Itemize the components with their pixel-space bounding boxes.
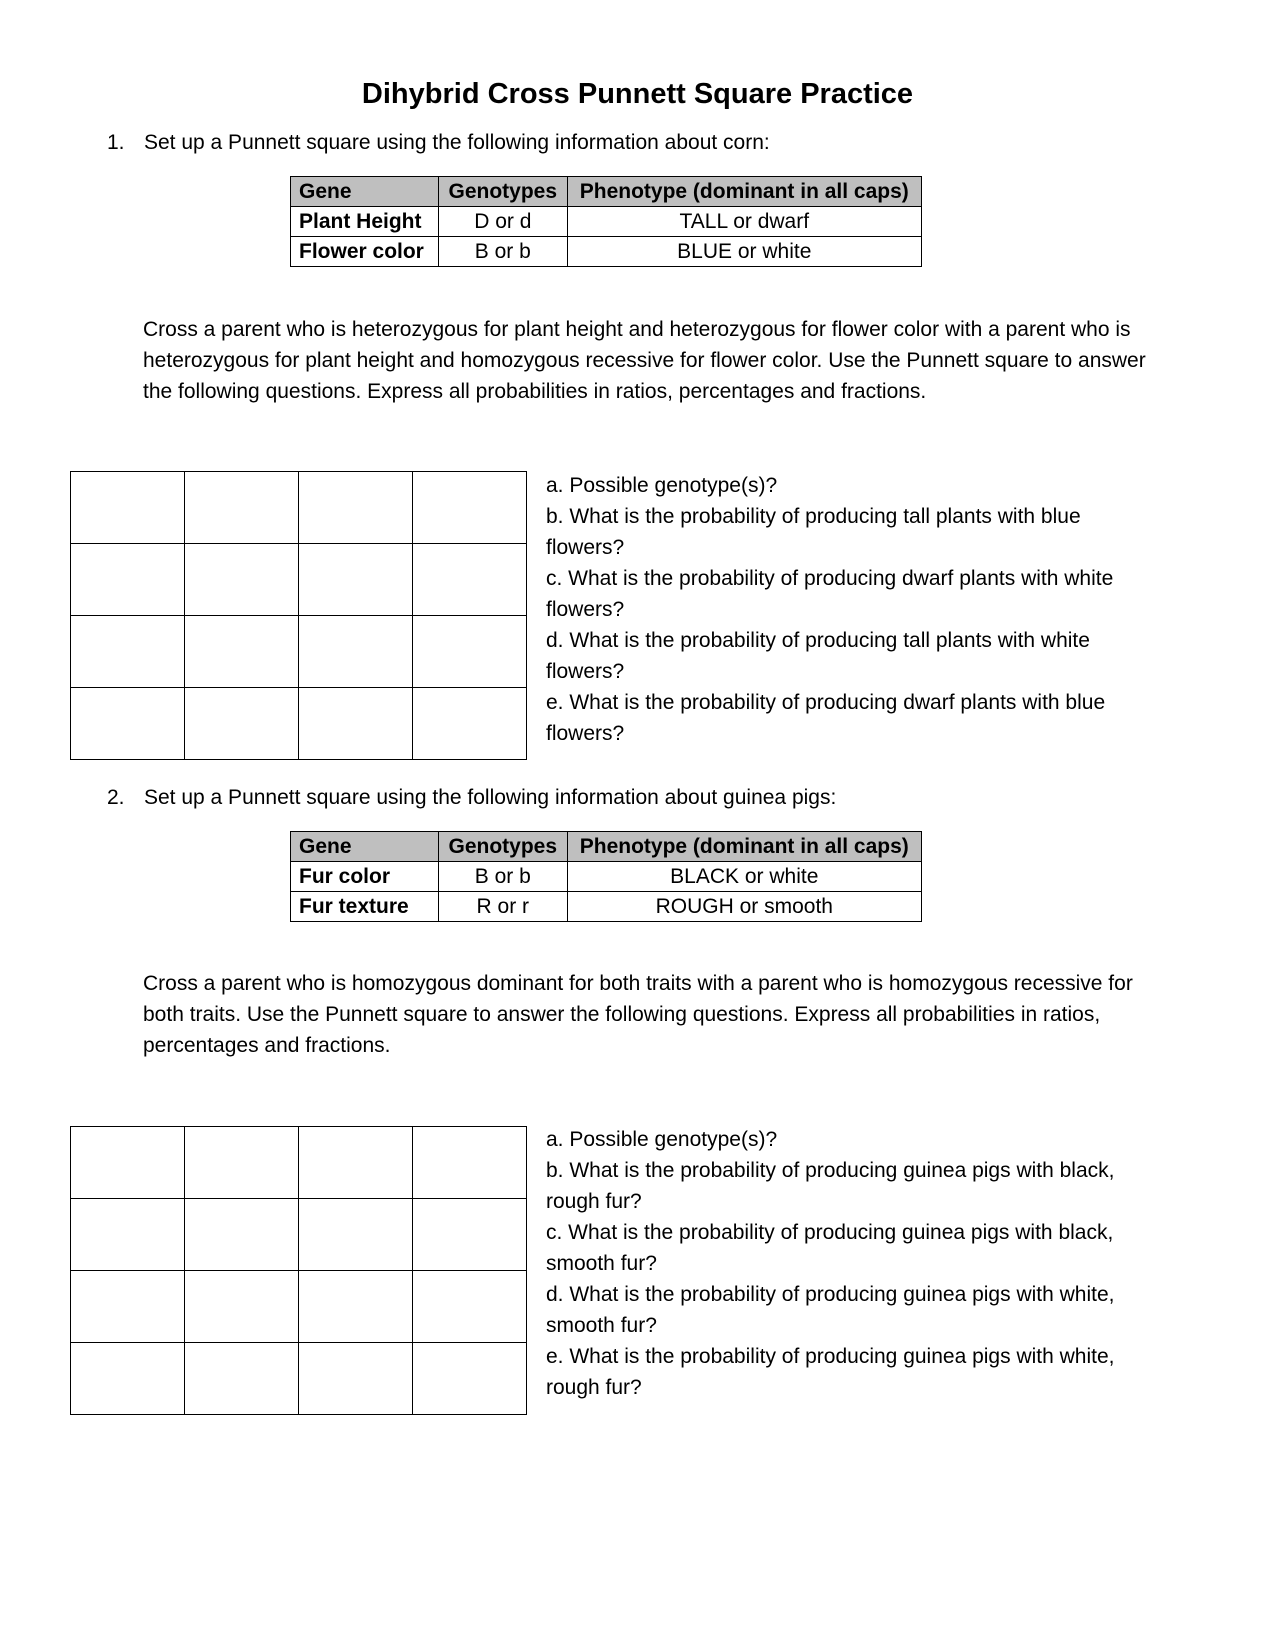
punnett-cell[interactable] <box>71 688 185 760</box>
page-title: Dihybrid Cross Punnett Square Practice <box>361 78 914 110</box>
table-row <box>291 207 922 237</box>
punnett-row <box>71 1199 527 1271</box>
gene-cell: Flower color <box>291 237 439 267</box>
header-genotypes: Genotypes <box>439 177 568 207</box>
question-d: d. What is the probability of producing tall plants with white flowers? <box>546 629 1090 683</box>
punnett-row <box>71 688 527 760</box>
punnett-cell[interactable] <box>299 1127 413 1199</box>
punnett-cell[interactable] <box>185 688 299 760</box>
table-row <box>291 892 922 922</box>
header-gene: Gene <box>291 177 439 207</box>
punnett-square-2 <box>70 1126 527 1415</box>
problem-number: 2. <box>107 786 125 809</box>
phenotype-cell: BLUE or white <box>567 237 921 267</box>
phenotype-cell: TALL or dwarf <box>567 207 921 237</box>
problem-1-questions <box>546 470 1156 749</box>
header-phenotype: Phenotype (dominant in all caps) <box>567 177 921 207</box>
punnett-cell[interactable] <box>185 1199 299 1271</box>
problem-prompt: Set up a Punnett square using the following information about guinea pigs: <box>144 786 837 809</box>
punnett-cell[interactable] <box>299 1199 413 1271</box>
question-b: b. What is the probability of producing tall plants with blue flowers? <box>546 505 1081 559</box>
punnett-cell[interactable] <box>71 1343 185 1415</box>
punnett-row <box>71 1343 527 1415</box>
genotype-cell: D or d <box>439 207 568 237</box>
problem-1-instructions: Cross a parent who is heterozygous for plant height and heterozygous for flower color with a parent who is heterozygous for plant height and homozygous recessive for flower color. Use the Punnett square to answer the following questions. Express all probabilities in ratios, percentages and fractions. <box>143 318 1146 403</box>
gene-cell: Plant Height <box>291 207 439 237</box>
question-a: a. Possible genotype(s)? <box>546 474 778 497</box>
phenotype-cell: ROUGH or smooth <box>567 892 921 922</box>
punnett-cell[interactable] <box>413 1343 527 1415</box>
corn-gene-table <box>290 176 922 267</box>
punnett-row <box>71 616 527 688</box>
problem-number: 1. <box>107 131 125 154</box>
problem-2-questions <box>546 1124 1156 1403</box>
punnett-cell[interactable] <box>185 616 299 688</box>
punnett-cell[interactable] <box>299 544 413 616</box>
punnett-row <box>71 1271 527 1343</box>
punnett-cell[interactable] <box>299 616 413 688</box>
punnett-row <box>71 472 527 544</box>
header-gene: Gene <box>291 832 439 862</box>
punnett-cell[interactable] <box>185 1127 299 1199</box>
genotype-cell: B or b <box>439 237 568 267</box>
punnett-cell[interactable] <box>299 472 413 544</box>
problem-prompt: Set up a Punnett square using the following information about corn: <box>144 131 770 154</box>
genotype-cell: R or r <box>439 892 568 922</box>
gene-cell: Fur texture <box>291 892 439 922</box>
punnett-cell[interactable] <box>299 1343 413 1415</box>
table-row <box>291 862 922 892</box>
punnett-cell[interactable] <box>299 1271 413 1343</box>
table-header-row <box>291 177 922 207</box>
table-row <box>291 237 922 267</box>
question-c: c. What is the probability of producing dwarf plants with white flowers? <box>546 567 1114 621</box>
punnett-cell[interactable] <box>185 544 299 616</box>
header-genotypes: Genotypes <box>439 832 568 862</box>
question-c: c. What is the probability of producing guinea pigs with black, smooth fur? <box>546 1221 1114 1275</box>
punnett-cell[interactable] <box>71 616 185 688</box>
punnett-cell[interactable] <box>413 1199 527 1271</box>
punnett-cell[interactable] <box>71 544 185 616</box>
punnett-cell[interactable] <box>413 544 527 616</box>
punnett-square-1 <box>70 471 527 760</box>
punnett-row <box>71 1127 527 1199</box>
punnett-cell[interactable] <box>413 616 527 688</box>
punnett-cell[interactable] <box>71 1199 185 1271</box>
punnett-cell[interactable] <box>413 1271 527 1343</box>
punnett-cell[interactable] <box>413 472 527 544</box>
question-e: e. What is the probability of producing dwarf plants with blue flowers? <box>546 691 1106 745</box>
question-d: d. What is the probability of producing guinea pigs with white, smooth fur? <box>546 1283 1115 1337</box>
punnett-cell[interactable] <box>413 1127 527 1199</box>
punnett-cell[interactable] <box>299 688 413 760</box>
question-e: e. What is the probability of producing guinea pigs with white, rough fur? <box>546 1345 1115 1399</box>
genotype-cell: B or b <box>439 862 568 892</box>
punnett-cell[interactable] <box>185 472 299 544</box>
table-header-row <box>291 832 922 862</box>
question-a: a. Possible genotype(s)? <box>546 1128 778 1151</box>
punnett-cell[interactable] <box>71 472 185 544</box>
header-phenotype: Phenotype (dominant in all caps) <box>567 832 921 862</box>
punnett-cell[interactable] <box>185 1271 299 1343</box>
punnett-cell[interactable] <box>71 1271 185 1343</box>
punnett-cell[interactable] <box>185 1343 299 1415</box>
guinea-pig-gene-table <box>290 831 922 922</box>
question-b: b. What is the probability of producing guinea pigs with black, rough fur? <box>546 1159 1115 1213</box>
punnett-cell[interactable] <box>71 1127 185 1199</box>
gene-cell: Fur color <box>291 862 439 892</box>
punnett-cell[interactable] <box>413 688 527 760</box>
phenotype-cell: BLACK or white <box>567 862 921 892</box>
problem-2-instructions: Cross a parent who is homozygous dominant for both traits with a parent who is homozygous recessive for both traits. Use the Punnett square to answer the following questions. Express all probabilities in ratios, percentages and fractions. <box>143 972 1133 1057</box>
punnett-row <box>71 544 527 616</box>
